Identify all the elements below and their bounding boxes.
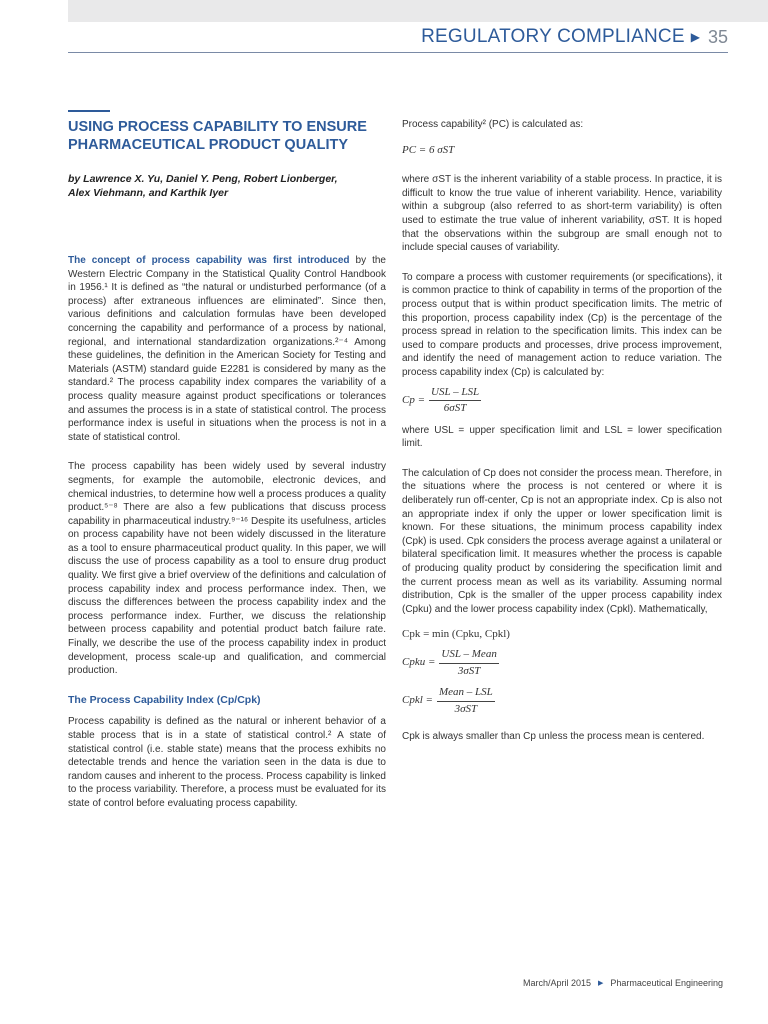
equation-cpkl (402, 686, 722, 716)
fraction-numerator: USL – LSL (429, 386, 481, 402)
page-number: 35 (707, 26, 728, 47)
paragraph: where σST is the inherent variability of a stable process. In practice, it is difficult to know the true value of inherent variability. Hence, variability within a subgroup (also referred to as short-term variability) is often used to estimate the true value of inherent variability, σST. It is hoped that the observations within the subgroup are small enough not to include special causes of variability. (402, 174, 722, 254)
equation-lhs: Cpkl = (402, 694, 433, 707)
equation-pc: PC = 6 σST (402, 143, 455, 156)
equation-cpku (402, 648, 722, 678)
fraction-denominator: 3σST (454, 702, 478, 715)
lead-in-text: The concept of process capability was first introduced (68, 255, 350, 266)
paragraph: To compare a process with customer requirements (or specifications), it is common practice to think of capability in terms of the proportion of the process output that is within product specification limits. The metric of this proportion, process capability index (Cp) is the percentage of the process spread in relation to the specification limits. This index can be used to compare products and processes, drive process improvement, and identify the need of management action to reduce variation. The process capability index (Cp) is calculated by: (402, 271, 722, 378)
equation-block-cpk (402, 628, 722, 716)
paragraph (68, 254, 386, 444)
issue-date: March/April 2015 (522, 978, 592, 988)
authors-line-2: Alex Viehmann, and Karthik Iyer (68, 187, 229, 199)
equation-fraction (429, 386, 481, 416)
triangle-right-icon: ▶ (690, 30, 700, 44)
paragraph: The calculation of Cp does not consider the process mean. Therefore, in the situations where the process is not centered or where it is deliberately run off-center, Cp is not an appropriate index. Cp is also not an appropriate index if only the upper or lower specification limit is known. For these situations, the minimum process capability index (Cpk) is used. Cpk considers the process average against a unilateral or bilateral specification limit. It measures whether the process is capable of producing quality product by considering the specification limit and the current process mean as well as its variability. Assuming normal distribution, Cpk is the smaller of the upper process capability index (Cpku) and the lower process capability index (Cpkl). Mathematically, (402, 467, 722, 615)
authors-line-1: by Lawrence X. Yu, Daniel Y. Peng, Robert Lionberger, (68, 173, 338, 185)
triangle-right-icon: ▶ (598, 980, 604, 987)
section-subheading: The Process Capability Index (Cp/Cpk) (68, 693, 261, 706)
running-footer (523, 978, 723, 988)
equation-fraction (439, 648, 498, 678)
fraction-numerator: Mean – LSL (437, 686, 495, 702)
equation-cp (402, 386, 722, 416)
fraction-numerator: USL – Mean (439, 648, 498, 664)
paragraph: where USL = upper specification limit and LSL = lower specification limit. (402, 424, 722, 450)
equation-lhs: Cpku = (402, 656, 436, 669)
paragraph: Process capability² (PC) is calculated as: (402, 119, 584, 130)
paragraph: Process capability is defined as the natural or inherent behavior of a stable process that is in a state of statistical control.² A state of statistical control (i.e. stable state) means that the process exhibits no detectable trends and hence the variation seen in the data is due to random causes and inherent to the process. Process capability is linked to the process variability. Therefore, a process must be evaluated for its state of control before evaluating process capability. (68, 716, 386, 809)
journal-name: Pharmaceutical Engineering (610, 978, 723, 988)
equation-fraction (437, 686, 495, 716)
section-title: REGULATORY COMPLIANCE (421, 26, 685, 47)
fraction-denominator: 6σST (443, 402, 467, 415)
equation-cpk: Cpk = min (Cpku, Cpkl) (402, 628, 510, 641)
article-title: USING PROCESS CAPABILITY TO ENSURE PHARMACEUTICAL PRODUCT QUALITY (68, 119, 367, 153)
top-gray-band (68, 0, 768, 22)
title-accent-rule (68, 110, 110, 112)
equation-lhs: Cp = (402, 393, 426, 406)
paragraph: Cpk is always smaller than Cp unless the process mean is centered. (402, 731, 705, 743)
paragraph-text: by the Western Electric Company in the Statistical Quality Control Handbook in 1956.¹ It is defined as “the natural or undisturbed performance (of a process) after extraneous influences are eliminated”. Since then, various definitions and calculation formulas have been developed concerning the capability and performance of a process by national, regional, and international standardization organizations.²⁻⁴ Among these guidelines, the definition in the American Society for Testing and Materials (ASTM) standard guide E2281 is considered by many as the standard.² The process capability index compares the variability of a process quality measure against product specifications or tolerances and assumes the process is in a state of statistical control. The process performance index is useful in situations when the process is not in a state of statistical control. (68, 255, 386, 443)
paragraph: The process capability has been widely used by several industry segments, for example the automobile, electronic devices, and chemical industries, to determine how well a process produces a quality product.⁵⁻⁸ There are also a few publications that discuss process capability in pharmaceutical industry.⁹⁻¹⁶ Despite its usefulness, articles on process capability have not been widely discussed in the literature as a tool to ensure pharmaceutical product quality. In this paper, we will discuss the use of process capability as a tool to ensure drug product quality. We first give a brief overview of the definitions and calculation of process capability index and process performance index. Then, we discuss the differences between the process capability index and the process performance index. Further, we discuss the relationship between process capability and potential product batch failure rate. Finally, we describe the use of the process capability index in product development, process scale-up and qualification, and commercial production. (68, 461, 386, 677)
right-column (402, 118, 722, 760)
running-header (68, 22, 728, 53)
fraction-denominator: 3σST (457, 664, 481, 677)
article-authors (68, 172, 386, 200)
left-column (68, 118, 386, 827)
